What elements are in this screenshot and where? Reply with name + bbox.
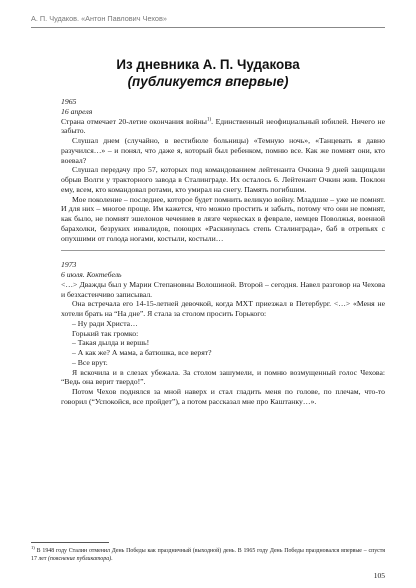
paragraph: Я вскочила и в слезах убежала. За столом зашумели, и помню возмущенный голос Чехова: “Ведь она верит твердо!”.: [61, 367, 385, 387]
paragraph: [61, 117, 385, 137]
entry-date: 6 июля. Коктебель: [61, 270, 122, 279]
paragraph: Слушал днем (случайно, в вестибюле больницы) «Темную ночь», «Танцевать я давно разучился…» – и понял, что даже я, который был ребенком, помню все. Как же помнят они, кто воевал?: [61, 136, 385, 165]
footnote-divider: [31, 542, 109, 543]
footnote-ref: 1): [206, 116, 212, 122]
title-subtitle: (публикуется впервые): [127, 74, 289, 89]
entry-year: 1973: [61, 260, 77, 270]
dialogue-line: – Все врут.: [72, 357, 108, 367]
paragraph: Потом Чехов поднялся за мной наверх и стал гладить меня по голове, по плечам, что-то говорил (“Успокойся, все пройдет”), а потом рассказал мне про Каштанку…».: [61, 387, 385, 406]
dialogue-line: – А как же? А мама, а батюшка, все верят?: [72, 348, 212, 357]
footnote-end: .: [111, 556, 113, 562]
footnote-note: (пояснение публикатора): [47, 556, 112, 562]
footnote-text: В 1948 году Сталин отменил День Победы как праздничный (выходной) день. В 1965 году День Победы праздновался впервые – спустя 17 лет: [31, 548, 385, 562]
paragraph: <…> Дважды был у Марии Степановны Волошиной. Второй – сегодня. Навел разговор на Чехова и безхастенчиво записывал.: [61, 279, 385, 299]
paragraph-text: . Единственный неофициальный юбилей. Ничего не забыто.: [61, 116, 385, 136]
entry-date: 16 апреля: [61, 106, 93, 116]
dialogue-line: – Такая дылда и вершь!: [72, 338, 150, 348]
running-head: А. П. Чудаков. «Антон Павлович Чехов»: [31, 14, 167, 23]
paragraph-text: Страна отмечает 20-летие окончания войны: [61, 116, 207, 126]
header-divider: [31, 27, 385, 28]
paragraph: Слушал передачу про 57, которых под командованием лейтенанта Очкина 9 дней защищали обрыв Волги у тракторного завода в Сталинграде. Их осталось 6. Лейтенант Очкин жив. Поклон ему, всем, кто командовал ротами, кто умирал на снегу. Память погибшим.: [61, 165, 385, 194]
footnote: [31, 547, 385, 563]
dialogue-line: – Ну ради Христа…: [72, 318, 138, 328]
entry-year: 1965: [61, 97, 77, 106]
dialogue-line: Горький так громко:: [72, 328, 139, 338]
page-number: 105: [373, 571, 385, 580]
title-line-1: Из дневника А. П. Чудакова: [116, 57, 300, 72]
section-divider: [61, 250, 385, 251]
footnote-mark: 1): [31, 545, 35, 551]
article-title: [31, 56, 385, 90]
paragraph: Мое поколение – последнее, которое будет помнить великую войну. Младшие – уже не помнят. И для них – многое проще. Им кажется, что можно простить и забыть, потому что они не помнят, как было, не помнят эшелонов чечениев в лязге черкесках в феврале, немцев Поволжья, военной барахолки, безруких инвалидов, поющих «Раскинулась степь Сталинграда», баб в отрепьях с опухшими от голода ногами, костыли, костыли…: [61, 194, 385, 243]
diary-body: [61, 97, 385, 407]
paragraph: Она встречала его 14-15-летней девочкой, когда МХТ приезжал в Петербург. <…> «Меня не хотели брать на “На дне”. Я стала за столом просить Горького:: [61, 299, 385, 318]
